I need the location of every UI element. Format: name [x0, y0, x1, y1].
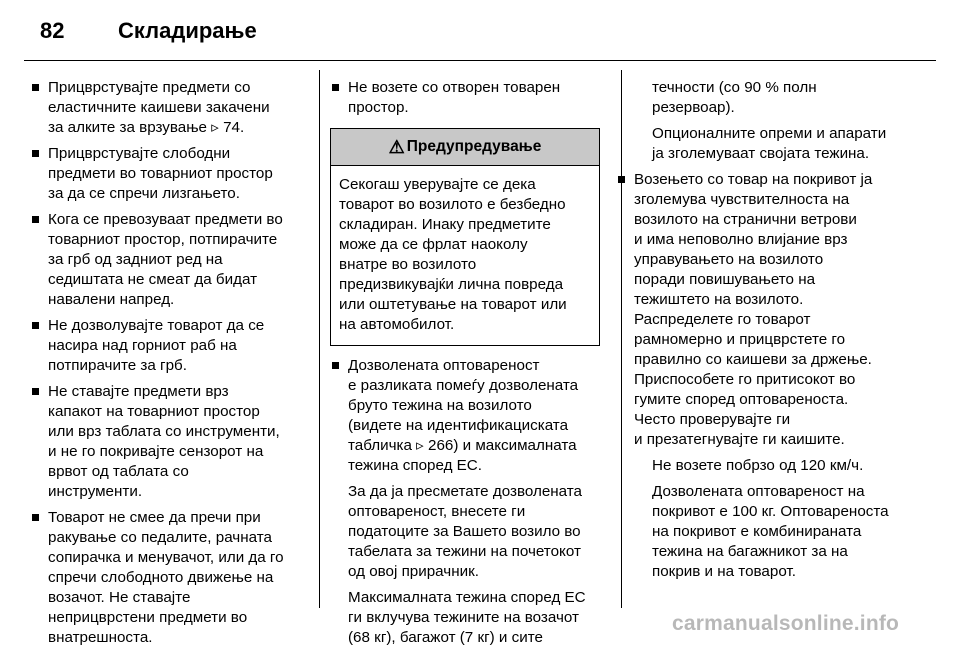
- page-header: [0, 0, 960, 62]
- page-number: 82: [40, 18, 65, 43]
- paragraph: За да ја пресметате дозволената оптовареност, внесете ги податоците за Вашето возило во табелата за тежини на почетокот од овој прирачник.: [348, 483, 583, 580]
- warning-title: Предупредување: [406, 138, 542, 155]
- header-rule: [24, 60, 936, 61]
- bullet-square-icon: [618, 176, 625, 183]
- paragraph: Дозволената оптовареност на покривот е 100 кг. Оптовареноста на покривот е комбинираната тежина на багажникот за на покрив и на товарот.: [652, 483, 889, 580]
- column-1: [30, 78, 305, 654]
- watermark: carmanualsonline.info: [672, 612, 900, 635]
- list-item: Не ставајте предмети врз капакот на товарниот простор или врз таблата со инструменти, и не го покривајте сензорот на врвот од таблата со инструменти.: [30, 382, 305, 502]
- warning-header: [331, 129, 599, 166]
- paragraph: течности (со 90 % полн резервоар).: [652, 79, 817, 116]
- list-item: Прицврстувајте слободни предмети во товарниот простор за да се спречи лизгањето.: [30, 144, 305, 204]
- column-2: [330, 78, 602, 654]
- page-title: Складирање: [118, 18, 257, 43]
- bullet-square-icon: [32, 514, 39, 521]
- column-3: [634, 78, 914, 588]
- bullet-square-icon: [32, 388, 39, 395]
- paragraph: Опционалните опреми и апарати ја зголемуваат својата тежина.: [652, 125, 887, 162]
- list-item: Кога се превозуваат предмети во товарниот простор, потпирачите за грб од задниот ред на седиштата не смеат да бидат навалени напред.: [30, 210, 305, 310]
- bullet-square-icon: [332, 362, 339, 369]
- paragraph: Не возете побрзо од 120 км/ч.: [652, 457, 864, 474]
- bullet-square-icon: [332, 84, 339, 91]
- list-item: Не возете со отворен товарен простор.: [330, 78, 602, 118]
- column-divider-1: [319, 70, 320, 608]
- warning-box: [330, 128, 600, 346]
- bullet-square-icon: [32, 84, 39, 91]
- warning-text: Секогаш уверувајте се дека товарот во возилото е безбедно складиран. Инаку предметите може да се фрлат наоколу внатре во возилото предизвикувајќи лична повреда или оштетување на товарот или на автомобилот.: [339, 176, 567, 333]
- list-item: Дозволената оптовареност е разликата помеѓу дозволената бруто тежина на возилото (видете на идентификациската табличка ▹ 266) и максималната тежина според ЕС.: [330, 356, 602, 476]
- list-item: Возењето со товар на покривот ја зголемува чувствителноста на возилото на странични ветрови и има неповолно влијание врз управувањето на возилото поради повишувањето на тежиштето на возилото. Распределете го товарот рамномерно и прицврстете го правилно со каишеви за држење. Приспособете го притисокот во гумите според оптовареноста. Често проверувајте ги и презатегнувајте ги каишите.: [616, 170, 914, 450]
- list-item: Не дозволувајте товарот да се насира над горниот раб на потпирачите за грб.: [30, 316, 305, 376]
- list-item: Прицврстувајте предмети со еластичните каишеви закачени за алките за врзување ▹ 74.: [30, 78, 305, 138]
- paragraph: Максималната тежина според ЕС ги вклучува тежините на возачот (68 кг), багажот (7 кг) и сите: [348, 589, 586, 646]
- warning-triangle-icon: ⚠: [388, 137, 405, 157]
- bullet-square-icon: [32, 216, 39, 223]
- bullet-square-icon: [32, 150, 39, 157]
- list-item: Товарот не смее да пречи при ракување со педалите, рачната сопирачка и менувачот, или да го спречи слободното движење на возачот. Не ставајте неприцврстени предмети во внатрешноста.: [30, 508, 305, 648]
- bullet-square-icon: [32, 322, 39, 329]
